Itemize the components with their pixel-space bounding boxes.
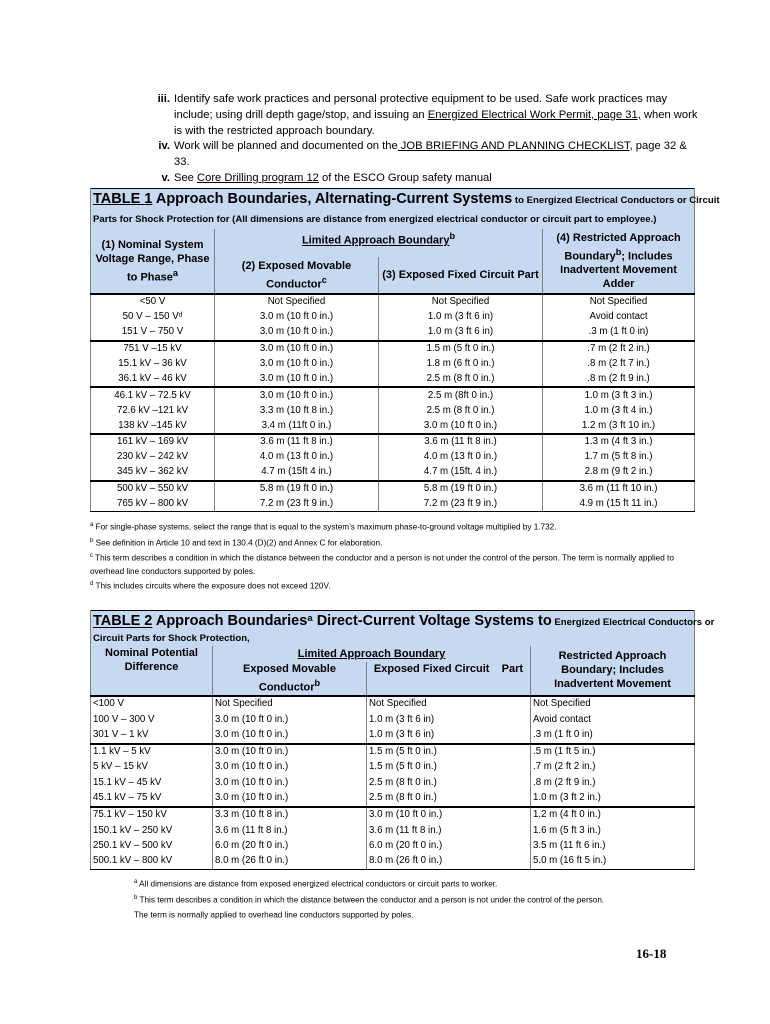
table-row (91, 696, 695, 712)
col-header-voltage: (1) Nominal System Voltage Range, Phase to Phase$^a$ (91, 229, 215, 294)
intro-list (138, 92, 698, 187)
table-cell: 3.6 m (11 ft 10 in.) (543, 481, 695, 497)
table-cell: <50 V (91, 294, 215, 310)
table-cell: 3.0 m (10 ft 0 in.) (215, 325, 379, 341)
table-row (91, 341, 695, 357)
table-cell: 250.1 kV – 500 kV (91, 838, 213, 853)
footnote-marker: d (90, 581, 94, 588)
table-cell: Not Specified (379, 294, 543, 310)
table-cell: 1.2 m (3 ft 10 in.) (543, 418, 695, 434)
table-header-row (91, 229, 695, 257)
table-title-row (91, 611, 695, 633)
table-row (91, 497, 695, 512)
table-cell: 45.1 kV – 75 kV (91, 790, 213, 806)
table-row (91, 807, 695, 823)
table-cell: Not Specified (213, 696, 367, 712)
table-row (91, 387, 695, 403)
table-cell: 1.1 kV – 5 kV (91, 744, 213, 760)
footnote-text: This term describes a condition in which the distance between the conductor and a person is not under the control of the person. (137, 895, 605, 905)
table-cell: Avoid contact (531, 712, 695, 727)
footnote-text: This term describes a condition in which the distance between the conductor and a person is not under the control of the person. The term is normally applied to overhead line conductors supported by poles. (90, 553, 674, 576)
table-row (91, 854, 695, 870)
table-cell: 1.7 m (5 ft 8 in.) (543, 450, 695, 465)
table-cell: 345 kV – 362 kV (91, 465, 215, 481)
list-text-tail: when work is with the restricted approach boundary. (174, 108, 698, 137)
table-cell: 3.0 m (10 ft 0 in.) (213, 760, 367, 775)
table-cell: 765 kV – 800 kV (91, 497, 215, 512)
table-cell: Not Specified (215, 294, 379, 310)
table-cell: .8 m (2 ft 9 in.) (531, 775, 695, 790)
list-number: iv. (158, 140, 170, 153)
table-cell: 2.5 m (8 ft 0 in.) (379, 403, 543, 418)
table-row (91, 712, 695, 727)
table-cell: 4.7 m (15ft. 4 in.) (379, 465, 543, 481)
list-item (138, 92, 698, 139)
col-header-limited: Limited Approach Boundary$^b$ (215, 229, 543, 257)
table-row (91, 403, 695, 418)
table-title-row (91, 189, 695, 211)
table-cell: 4.7 m (15ft 4 in.) (215, 465, 379, 481)
table-cell: Avoid contact (543, 310, 695, 325)
table-cell: 4.0 m (13 ft 0 in.) (379, 450, 543, 465)
list-text-tail: of the ESCO Group safety manual (318, 171, 492, 184)
footnote (134, 907, 694, 923)
list-text-tail: , page 32 & 33. (174, 140, 687, 169)
table-cell: 3.6 m (11 ft 8 in.) (367, 823, 531, 838)
table-cell: .3 m (1 ft 0 in) (543, 325, 695, 341)
table-cell: 46.1 kV – 72.5 kV (91, 387, 215, 403)
table-row (91, 481, 695, 497)
table-row (91, 727, 695, 743)
table-cell: 2.8 m (9 ft 2 in.) (543, 465, 695, 481)
table-cell: 15.1 kV – 36 kV (91, 357, 215, 372)
table-cell: 2.5 m (8 ft 0 in.) (379, 371, 543, 387)
list-number: v. (161, 171, 170, 184)
table-cell: 36.1 kV – 46 kV (91, 371, 215, 387)
table2-footnotes (134, 876, 694, 923)
footnote (90, 519, 690, 535)
table-cell: .8 m (2 ft 9 in.) (543, 371, 695, 387)
table-cell: 1.8 m (6 ft 0 in.) (379, 357, 543, 372)
table-cell: 1.5 m (5 ft 0 in.) (367, 760, 531, 775)
footnote-marker: b (134, 894, 138, 901)
table-dc-approach-boundaries (90, 610, 715, 870)
table-cell: 150.1 kV – 250 kV (91, 823, 213, 838)
table-cell: Not Specified (531, 696, 695, 712)
footnote-marker: b (90, 537, 94, 544)
table-cell: 15.1 kV – 45 kV (91, 775, 213, 790)
table-cell: 5.0 m (16 ft 5 in.) (531, 854, 695, 870)
table-cell: .7 m (2 ft 2 in.) (531, 760, 695, 775)
table-cell: 4.0 m (13 ft 0 in.) (215, 450, 379, 465)
table-cell: 3.0 m (10 ft 0 in.) (379, 418, 543, 434)
list-text: Identify safe work practices and personal protective equipment to be used. Safe work practices may include; using drill depth gage/stop, and issuing an (174, 93, 668, 121)
table-cell: 1.2 m (4 ft 0 in.) (531, 807, 695, 823)
col-header-fixed: (3) Exposed Fixed Circuit Part (379, 257, 543, 294)
table-row (91, 823, 695, 838)
checklist-link[interactable]: JOB BRIEFING AND PLANNING CHECKLIST (397, 140, 630, 153)
table-cell: 1.0 m (3 ft 3 in.) (543, 387, 695, 403)
table-cell: 301 V – 1 kV (91, 727, 213, 743)
footnote (134, 876, 694, 892)
col-header-limited: Limited Approach Boundary (213, 646, 531, 662)
table-cell: <100 V (91, 696, 213, 712)
table-cell: 230 kV – 242 kV (91, 450, 215, 465)
table-cell: 2.5 m (8 ft 0 in.) (367, 775, 531, 790)
program-link[interactable]: Core Drilling program 12 (197, 171, 319, 184)
table-cell: 3.0 m (10 ft 0 in.) (213, 712, 367, 727)
page-number: 16-18 (636, 946, 667, 961)
list-text: Work will be planned and documented on the (174, 140, 398, 153)
footnote-text: For single-phase systems, select the range that is equal to the system’s maximum phase-to-ground voltage multiplied by 1.732. (93, 522, 557, 532)
footnote-text: The term is normally applied to overhead line conductors supported by poles. (134, 910, 414, 920)
table-cell: 3.0 m (10 ft 0 in.) (215, 341, 379, 357)
table-cell: 1.0 m (3 ft 6 in) (379, 310, 543, 325)
table-cell: 1.0 m (3 ft 2 in.) (531, 790, 695, 806)
table-body (91, 294, 695, 512)
table-cell: 75.1 kV – 150 kV (91, 807, 213, 823)
col-header-potential: Nominal Potential Difference (91, 646, 213, 696)
table-cell: 7.2 m (23 ft 9 in.) (215, 497, 379, 512)
footnote-marker: a (90, 522, 94, 528)
table-row (91, 310, 695, 325)
table-cell: 3.4 m (11ft 0 in.) (215, 418, 379, 434)
footnote (134, 892, 694, 908)
table-title: TABLE 1 Approach Boundaries, Alternating-Current Systems to Energized Electrical Conductors or Circuit (91, 189, 695, 211)
table-row (91, 790, 695, 806)
col-header-fixed: Exposed Fixed Circuit Part (367, 662, 531, 696)
table-body (91, 696, 695, 870)
table-row (91, 325, 695, 341)
list-text: See (174, 171, 198, 184)
table-cell: 3.0 m (10 ft 0 in.) (213, 727, 367, 743)
table-cell: 5.8 m (19 ft 0 in.) (215, 481, 379, 497)
table-cell: .3 m (1 ft 0 in) (531, 727, 695, 743)
table-cell: 3.6 m (11 ft 8 in.) (213, 823, 367, 838)
permit-link[interactable]: Energized Electrical Work Permit, page 31, (427, 108, 641, 121)
table-cell: 138 kV –145 kV (91, 418, 215, 434)
table-cell: 100 V – 300 V (91, 712, 213, 727)
table-cell: 50 V – 150 Vᵈ (91, 310, 215, 325)
table-row (91, 775, 695, 790)
table-cell: .8 m (2 ft 7 in.) (543, 357, 695, 372)
footnote-text: See definition in Article 10 and text in 130.4 (D)(2) and Annex C for elaboration. (93, 538, 383, 548)
table-cell: 500 kV – 550 kV (91, 481, 215, 497)
table-row (91, 838, 695, 853)
table-cell: 3.6 m (11 ft 8 in.) (215, 434, 379, 450)
table-cell: 72.6 kV –121 kV (91, 403, 215, 418)
table-cell: 6.0 m (20 ft 0 in.) (367, 838, 531, 853)
table-subtitle-row (91, 210, 695, 229)
table1-footnotes (90, 519, 690, 594)
table-cell: 3.3 m (10 ft 8 in.) (215, 403, 379, 418)
table-cell: 1.5 m (5 ft 0 in.) (367, 744, 531, 760)
table-cell: 3.0 m (10 ft 0 in.) (215, 371, 379, 387)
table-cell: 3.0 m (10 ft 0 in.) (215, 387, 379, 403)
footnote-text: All dimensions are distance from exposed energized electrical conductors or circuit parts to worker. (137, 879, 498, 889)
footnote-marker: a (134, 879, 138, 885)
table-row (91, 744, 695, 760)
col-header-movable: Exposed Movable Conductor$^b$ (213, 662, 367, 696)
table-cell: 4.9 m (15 ft 11 in.) (543, 497, 695, 512)
table-cell: 8.0 m (26 ft 0 in.) (367, 854, 531, 870)
table-cell: 3.6 m (11 ft 8 in.) (379, 434, 543, 450)
table-cell: 161 kV – 169 kV (91, 434, 215, 450)
table-cell: 1.0 m (3 ft 6 in) (367, 727, 531, 743)
table-cell: 151 V – 750 V (91, 325, 215, 341)
footnote-text: This includes circuits where the exposure does not exceed 120V. (93, 582, 331, 592)
table-cell: 3.0 m (10 ft 0 in.) (213, 744, 367, 760)
table-row (91, 465, 695, 481)
table-cell: 751 V –15 kV (91, 341, 215, 357)
table-cell: 3.0 m (10 ft 0 in.) (215, 310, 379, 325)
table-cell: 1.6 m (5 ft 3 in.) (531, 823, 695, 838)
table-cell: 500.1 kV – 800 kV (91, 854, 213, 870)
table-cell: .5 m (1 ft 5 in.) (531, 744, 695, 760)
table-row (91, 450, 695, 465)
table-cell: 8.0 m (26 ft 0 in.) (213, 854, 367, 870)
table-subtitle: Parts for Shock Protection for (All dimensions are distance from energized electrical conductor or circuit part to employee.) (91, 210, 695, 229)
table-row (91, 357, 695, 372)
footnote (90, 535, 690, 551)
col-header-restricted: (4) Restricted Approach Boundary$^b$; Includes Inadvertent Movement Adder (543, 229, 695, 294)
table-cell: 1.3 m (4 ft 3 in.) (543, 434, 695, 450)
table-row (91, 434, 695, 450)
footnote (90, 578, 690, 594)
table-row (91, 294, 695, 310)
table-row (91, 418, 695, 434)
list-item (138, 171, 698, 187)
table-cell: 1.0 m (3 ft 6 in) (367, 712, 531, 727)
table-ac-approach-boundaries (90, 188, 720, 512)
footnote (90, 550, 690, 578)
table-cell: 1.0 m (3 ft 4 in.) (543, 403, 695, 418)
table-cell: 3.0 m (10 ft 0 in.) (213, 790, 367, 806)
footnote-marker: c (90, 553, 93, 560)
table-subtitle: Circuit Parts for Shock Protection, (91, 632, 695, 646)
col-header-restricted: Restricted Approach Boundary; Includes Inadvertent Movement (531, 646, 695, 696)
table-cell: 6.0 m (20 ft 0 in.) (213, 838, 367, 853)
table-cell: 3.0 m (10 ft 0 in.) (367, 807, 531, 823)
table-subtitle-row (91, 632, 695, 646)
table-title: TABLE 2 Approach Boundaries$^a$ Direct-Current Voltage Systems to Energized Electrical Conductors or (91, 611, 695, 633)
table-cell: 1.0 m (3 ft 6 in) (379, 325, 543, 341)
table-cell: 7.2 m (23 ft 9 in.) (379, 497, 543, 512)
table-cell: 3.0 m (10 ft 0 in.) (213, 775, 367, 790)
table-cell: Not Specified (367, 696, 531, 712)
table-cell: 1.5 m (5 ft 0 in.) (379, 341, 543, 357)
table-cell: 3.3 m (10 ft 8 in.) (213, 807, 367, 823)
table-cell: 3.0 m (10 ft 0 in.) (215, 357, 379, 372)
table-cell: 5.8 m (19 ft 0 in.) (379, 481, 543, 497)
table-cell: 5 kV – 15 kV (91, 760, 213, 775)
table-cell: Not Specified (543, 294, 695, 310)
table-cell: 3.5 m (11 ft 6 in.) (531, 838, 695, 853)
list-item (138, 139, 698, 171)
list-number: iii. (157, 93, 170, 105)
table-row (91, 371, 695, 387)
table-cell: 2.5 m (8 ft 0 in.) (367, 790, 531, 806)
col-header-movable: (2) Exposed Movable Conductor$^c$ (215, 257, 379, 294)
table-header-row (91, 646, 695, 662)
table-cell: .7 m (2 ft 2 in.) (543, 341, 695, 357)
table-cell: 2.5 m (8ft 0 in.) (379, 387, 543, 403)
table-row (91, 760, 695, 775)
